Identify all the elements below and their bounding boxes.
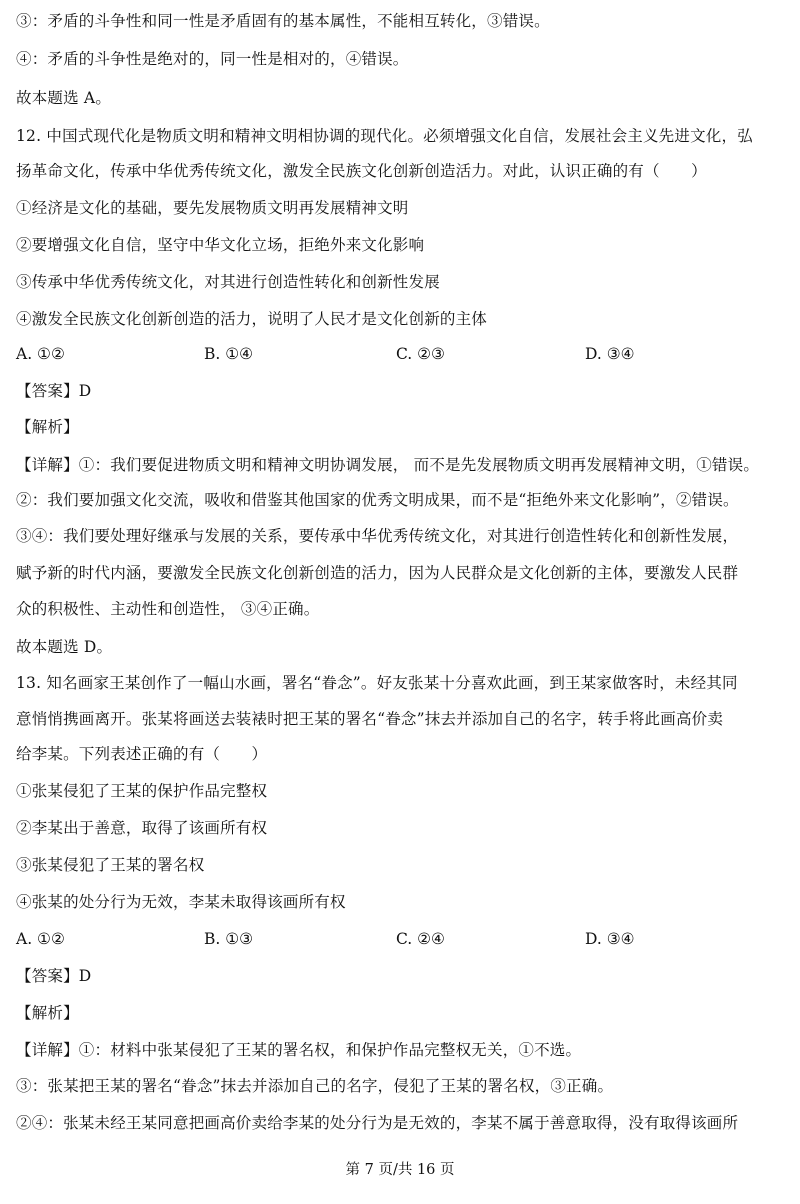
option-d: D. ③④ (585, 930, 635, 948)
option-d: D. ③④ (585, 345, 635, 363)
question-13-item: ④张某的处分行为无效，李某未取得该画所有权 (16, 893, 346, 911)
question-12-options (16, 343, 786, 365)
question-13-item: ③张某侵犯了王某的署名权 (16, 856, 205, 874)
analysis-label: 【解析】 (16, 418, 79, 436)
explanation-line: 【详解】①：材料中张某侵犯了王某的署名权，和保护作品完整权无关，①不选。 (16, 1041, 582, 1059)
analysis-label: 【解析】 (16, 1004, 79, 1022)
question-13-stem: 13. 知名画家王某创作了一幅山水画，署名“眷念”。好友张某十分喜欢此画，到王某家做客时，未经其同 (16, 674, 738, 692)
text-line: ④：矛盾的斗争性是绝对的，同一性是相对的，④错误。 (16, 50, 409, 68)
explanation-line: ③④：我们要处理好继承与发展的关系，要传承中华优秀传统文化，对其进行创造性转化和创新性发展， (16, 527, 739, 545)
explanation-line: 赋予新的时代内涵，要激发全民族文化创新创造的活力，因为人民群众是文化创新的主体，要激发人民群 (16, 564, 739, 582)
option-c: C. ②④ (396, 930, 445, 948)
text-line: 故本题选 A。 (16, 89, 112, 107)
explanation-line: ②：我们要加强文化交流，吸收和借鉴其他国家的优秀文明成果，而不是“拒绝外来文化影响”，②错误。 (16, 491, 739, 509)
text-line: 故本题选 D。 (16, 638, 113, 656)
answer-label: 【答案】D (16, 967, 92, 985)
explanation-line: ③：张某把王某的署名“眷念”抹去并添加自己的名字，侵犯了王某的署名权，③正确。 (16, 1077, 614, 1095)
explanation-line: 【详解】①：我们要促进物质文明和精神文明协调发展， 而不是先发展物质文明再发展精神文明，①错误。 (16, 456, 760, 474)
explanation-line: 众的积极性、主动性和创造性， ③④正确。 (16, 600, 320, 618)
question-12-item: ④激发全民族文化创新创造的活力，说明了人民才是文化创新的主体 (16, 310, 488, 328)
question-12-item: ③传承中华优秀传统文化，对其进行创造性转化和创新性发展 (16, 273, 440, 291)
option-b: B. ①③ (204, 930, 254, 948)
question-12-item: ②要增强文化自信，坚守中华文化立场，拒绝外来文化影响 (16, 236, 425, 254)
page-number-footer: 第 7 页/共 16 页 (345, 1162, 455, 1178)
question-13-stem: 意悄悄携画离开。张某将画送去装裱时把王某的署名“眷念”抹去并添加自己的名字，转手将此画高价卖 (16, 710, 724, 728)
explanation-line: ②④：张某未经王某同意把画高价卖给李某的处分行为是无效的，李某不属于善意取得，没有取得该画所 (16, 1114, 739, 1132)
option-a: A. ①② (16, 345, 65, 363)
option-b: B. ①④ (204, 345, 254, 363)
answer-label: 【答案】D (16, 382, 92, 400)
option-a: A. ①② (16, 930, 65, 948)
question-13-stem: 给李某。下列表述正确的有（ ） (16, 745, 268, 763)
question-13-item: ①张某侵犯了王某的保护作品完整权 (16, 782, 268, 800)
question-12-item: ①经济是文化的基础，要先发展物质文明再发展精神文明 (16, 199, 409, 217)
question-12-stem: 扬革命文化，传承中华优秀传统文化，激发全民族文化创新创造活力。对此，认识正确的有（ ） (16, 162, 707, 180)
question-12-stem: 12. 中国式现代化是物质文明和精神文明相协调的现代化。必须增强文化自信，发展社会主义先进文化，弘 (16, 127, 753, 145)
option-c: C. ②③ (396, 345, 445, 363)
text-line: ③：矛盾的斗争性和同一性是矛盾固有的基本属性，不能相互转化，③错误。 (16, 12, 550, 30)
question-13-item: ②李某出于善意，取得了该画所有权 (16, 819, 268, 837)
question-13-options (16, 928, 786, 950)
